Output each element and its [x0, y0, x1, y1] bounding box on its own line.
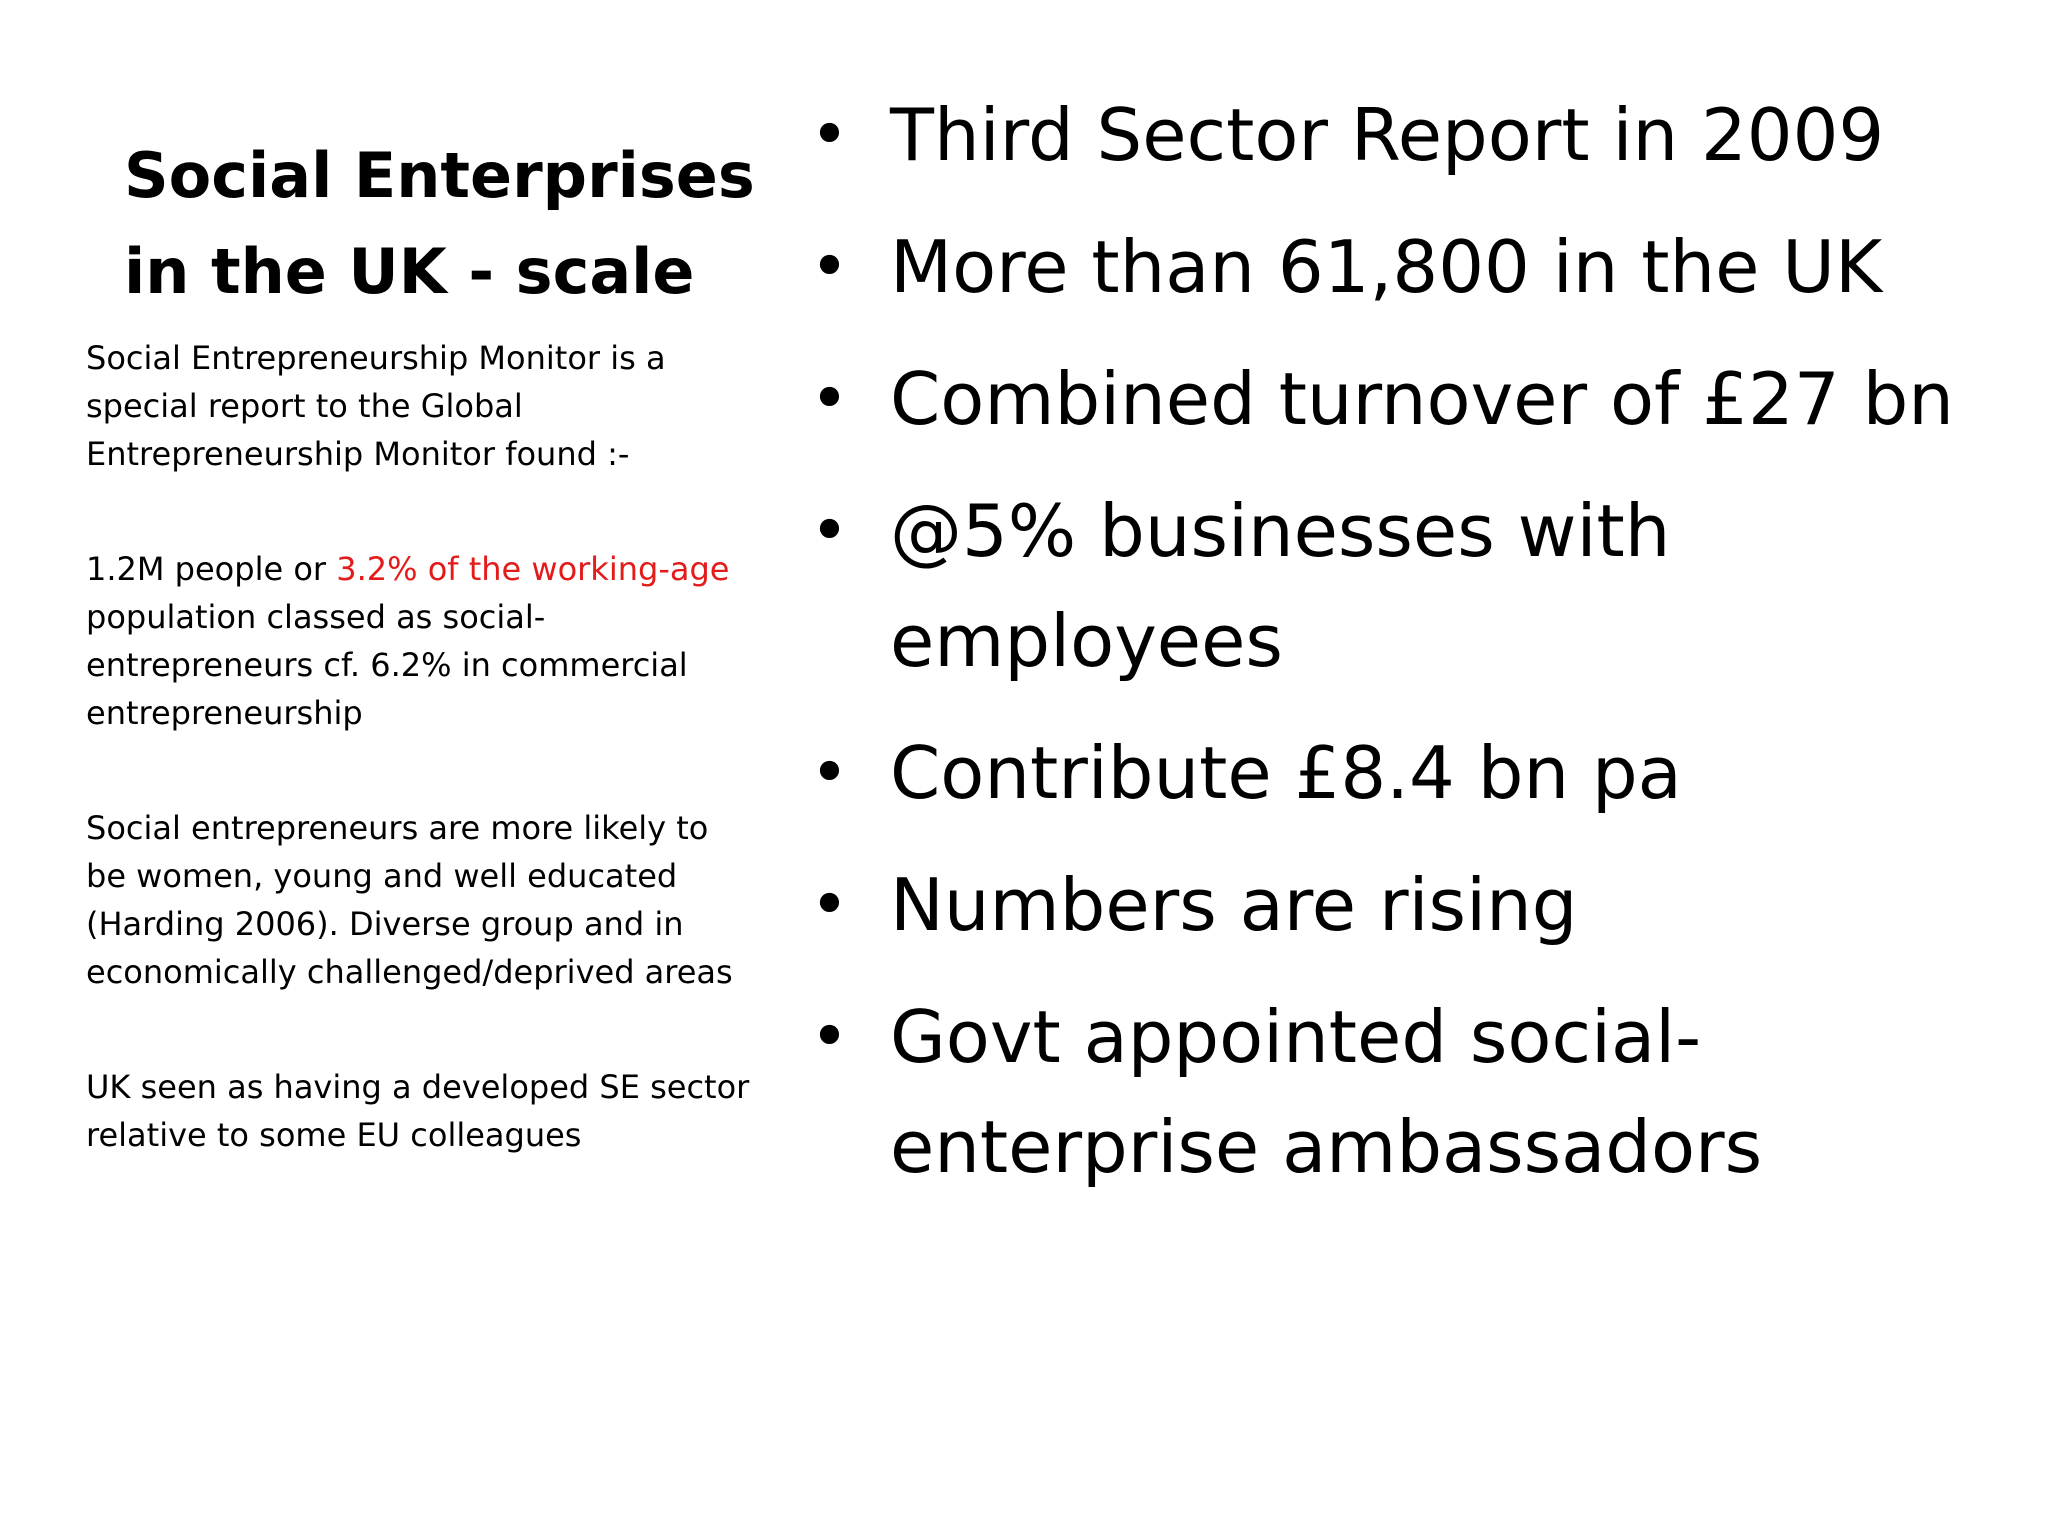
statistic-paragraph — [86, 545, 766, 737]
text-line: entrepreneurs cf. 6.2% in commercial — [86, 646, 688, 684]
slide-title — [124, 128, 764, 320]
text-line: Social Entrepreneurship Monitor is a — [86, 339, 666, 377]
bullet-item — [800, 212, 2020, 322]
bullet-item — [800, 718, 2020, 828]
statistic-highlight: 3.2% of the working-age — [336, 550, 730, 588]
bullet-icon: • — [810, 96, 849, 173]
bullet-icon: • — [810, 228, 849, 305]
bullet-text: @5% businesses with — [890, 489, 1671, 573]
bullet-item — [800, 982, 2020, 1202]
bullet-icon: • — [810, 492, 849, 569]
bullet-text: Contribute £8.4 bn pa — [890, 731, 1682, 815]
text-line: population classed as social- — [86, 598, 546, 636]
slide-title-line: in the UK - scale — [124, 235, 695, 308]
bullet-text: Govt appointed social- — [890, 995, 1702, 1079]
intro-paragraph — [86, 334, 766, 478]
text-line: entrepreneurship — [86, 694, 363, 732]
bullet-text: Third Sector Report in 2009 — [890, 93, 1885, 177]
slide-title-line: Social Enterprises — [124, 139, 755, 212]
bullet-icon: • — [810, 360, 849, 437]
bullet-text: Combined turnover of £27 bn — [890, 357, 1954, 441]
bullet-item — [800, 850, 2020, 960]
bullet-text: enterprise ambassadors — [890, 1105, 1763, 1189]
bullet-item — [800, 80, 2020, 190]
text-line: relative to some EU colleagues — [86, 1116, 582, 1154]
profile-paragraph — [86, 804, 766, 996]
text-line: special report to the Global — [86, 387, 523, 425]
text-line — [86, 545, 766, 593]
bullet-icon: • — [810, 998, 849, 1075]
text-line: Entrepreneurship Monitor found :- — [86, 435, 630, 473]
text-line: Social entrepreneurs are more likely to — [86, 809, 709, 847]
bullet-text: More than 61,800 in the UK — [890, 225, 1883, 309]
uk-paragraph — [86, 1063, 766, 1159]
bullet-list — [800, 80, 2020, 1224]
text-line: UK seen as having a developed SE sector — [86, 1068, 750, 1106]
bullet-text: employees — [890, 599, 1283, 683]
left-text-panel — [86, 334, 766, 1226]
bullet-icon: • — [810, 734, 849, 811]
bullet-item — [800, 344, 2020, 454]
bullet-icon: • — [810, 866, 849, 943]
bullet-text: Numbers are rising — [890, 863, 1578, 947]
text-line: (Harding 2006). Diverse group and in — [86, 905, 684, 943]
text-line: economically challenged/deprived areas — [86, 953, 733, 991]
statistic-prefix: 1.2M people or — [86, 550, 337, 588]
bullet-item — [800, 476, 2020, 696]
text-line: be women, young and well educated — [86, 857, 678, 895]
